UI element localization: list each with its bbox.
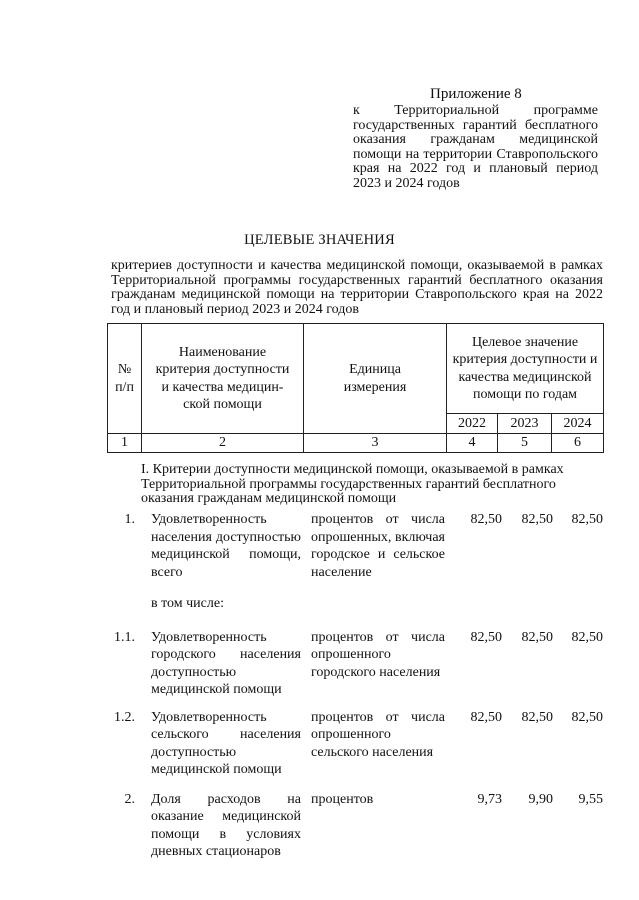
- column-number-3: 3: [304, 434, 447, 453]
- header-unit: Единица измерения: [304, 324, 447, 434]
- row-criterion-name: Удовлетворенность городского населения доступностью медицинской помощи: [151, 629, 301, 697]
- appendix-text: к Территориальной программе государственных гарантий бесплатного оказания гражданам медицинской помощи на территории Ставропольского края на 2022 год и плановый период 2023 и 2024 годов: [353, 103, 598, 191]
- header-target-value: Целевое значение критерия доступности и качества медицинской помощи по годам: [447, 324, 604, 414]
- header-year-2023: 2023: [498, 414, 552, 434]
- row-criterion-name: Удовлетворенность сельского населения доступностью медицинской помощи: [151, 709, 301, 777]
- criteria-table-header: [107, 323, 604, 453]
- row-number: 1.: [124, 512, 135, 527]
- column-number-5: 5: [498, 434, 552, 453]
- row-value-2023: 82,50: [521, 512, 553, 527]
- header-year-2024: 2024: [552, 414, 604, 434]
- row-criterion-name: Доля расходов на оказание медицинской помощи в условиях дневных стационаров: [151, 791, 301, 859]
- table-row: [107, 511, 603, 581]
- row-unit: процентов от числа опрошенных, включая городское и сельское население: [311, 512, 445, 580]
- row-value-2022: 9,73: [477, 791, 502, 807]
- including-label: в том числе:: [151, 596, 224, 611]
- column-number-2: 2: [142, 434, 304, 453]
- appendix-title: Приложение 8: [430, 86, 522, 102]
- row-value-2024: 82,50: [571, 512, 603, 527]
- column-number-1: 1: [108, 434, 142, 453]
- row-number: 2.: [124, 791, 135, 807]
- row-value-2023: 82,50: [521, 709, 553, 725]
- section-title: I. Критерии доступности медицинской помощи, оказываемой в рамках Территориальной программы государственных гарантий бесплатного оказания гражданам медицинской помощи: [141, 462, 564, 506]
- row-criterion-name: Удовлетворенность населения доступностью медицинской помощи, всего: [151, 512, 301, 580]
- header-criterion-name: Наименование критерия доступности и качества медицин-ской помощи: [142, 324, 304, 434]
- row-number: 1.2.: [114, 709, 135, 725]
- row-unit: процентов от числа опрошенного сельского населения: [311, 709, 445, 760]
- column-number-4: 4: [447, 434, 498, 453]
- header-year-2022: 2022: [447, 414, 498, 434]
- row-value-2023: 82,50: [521, 629, 553, 645]
- column-number-6: 6: [552, 434, 604, 453]
- document-title: ЦЕЛЕВЫЕ ЗНАЧЕНИЯ: [244, 232, 395, 248]
- row-value-2023: 9,90: [528, 791, 553, 807]
- row-value-2024: 82,50: [571, 629, 603, 645]
- row-value-2022: 82,50: [470, 512, 502, 527]
- row-value-2022: 82,50: [470, 709, 502, 725]
- document-subtitle: критериев доступности и качества медицинской помощи, оказываемой в рамках Территориальной программы государственных гарантий бесплатного оказания гражданам медицинской помощи на территории Ставропольского края на 2022 год и плановый период 2023 и 2024 годов: [111, 258, 603, 317]
- table-row: [107, 709, 603, 779]
- row-value-2024: 9,55: [578, 791, 603, 807]
- row-value-2024: 82,50: [571, 709, 603, 725]
- row-unit: процентов: [311, 791, 374, 807]
- row-number: 1.1.: [114, 629, 135, 645]
- header-number: № п/п: [108, 324, 142, 434]
- table-row: [107, 629, 603, 699]
- table-row: [107, 791, 603, 861]
- row-unit: процентов от числа опрошенного городского населения: [311, 629, 445, 680]
- row-value-2022: 82,50: [470, 629, 502, 645]
- criteria-table-body: [107, 511, 603, 861]
